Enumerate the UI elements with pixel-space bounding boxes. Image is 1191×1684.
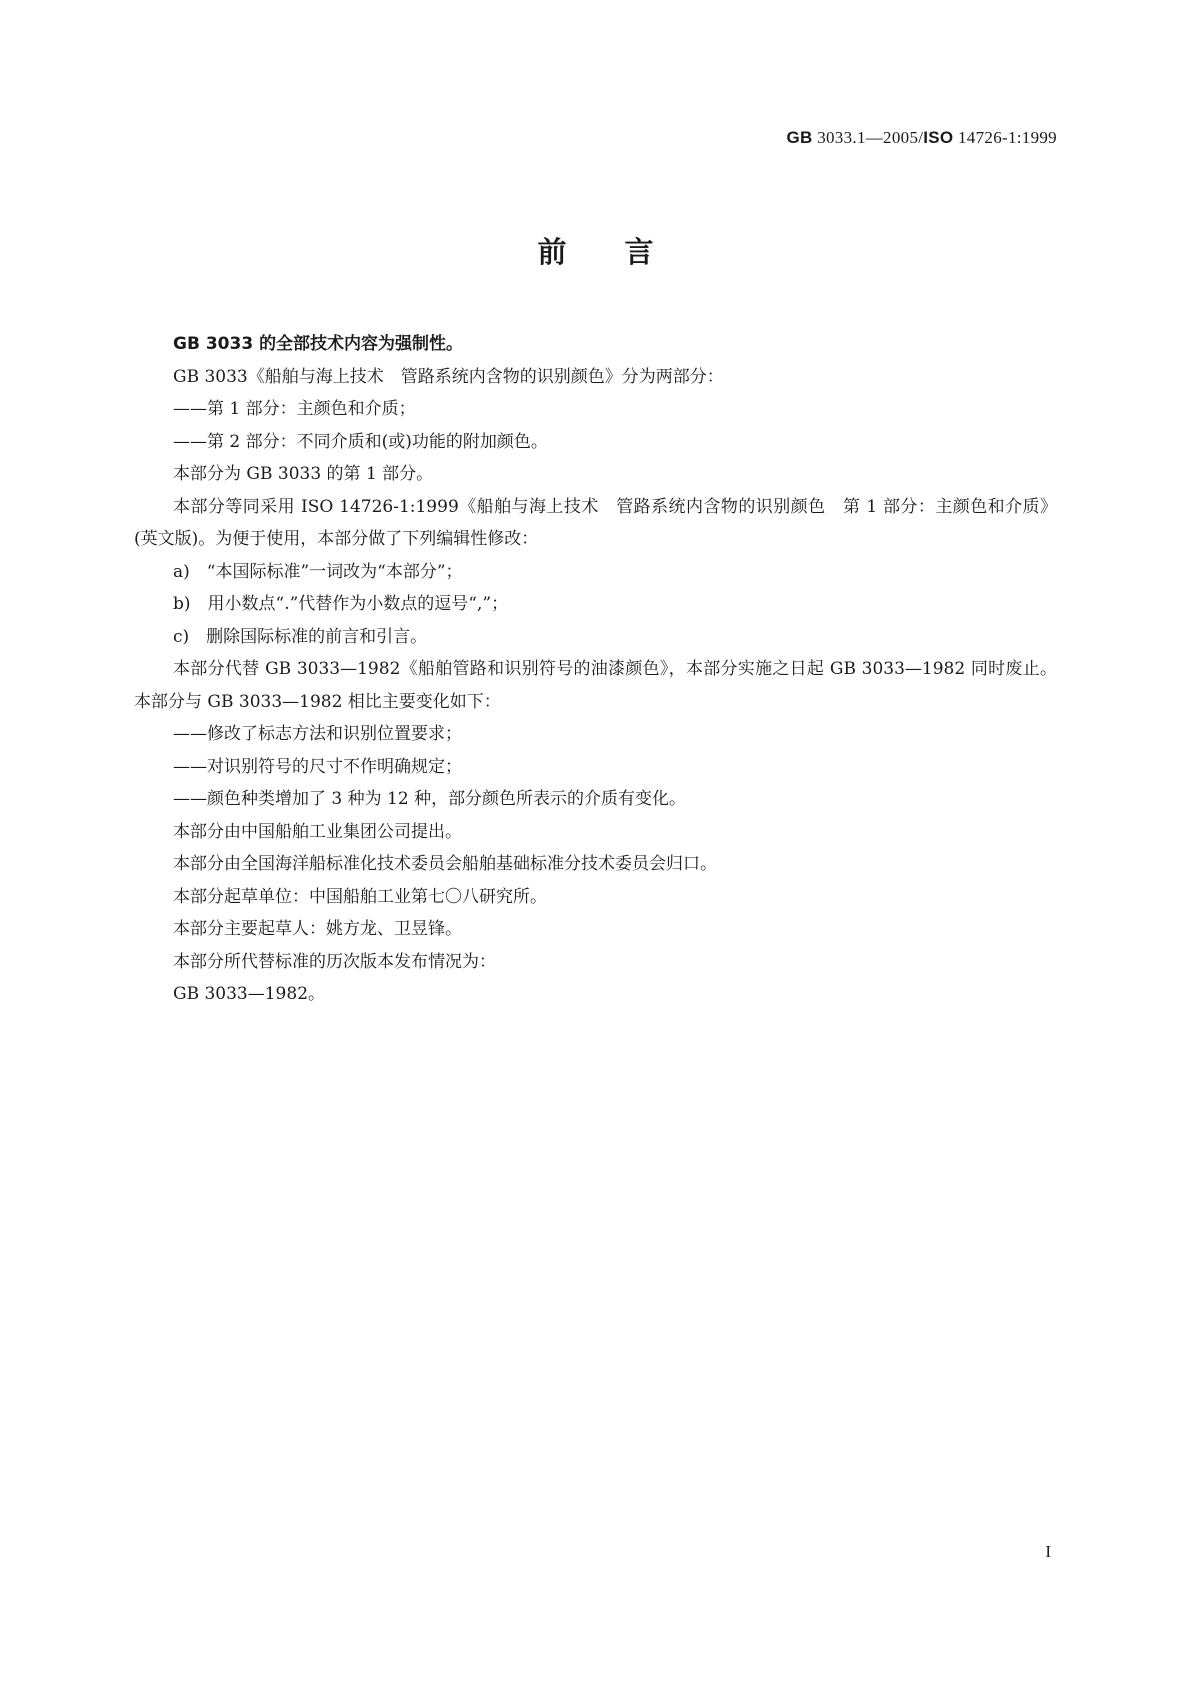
list-item-edit-b: b) 用小数点“.”代替作为小数点的逗号“,”； <box>173 594 509 614</box>
paragraph-committee: 本部分由全国海洋船标准化技术委员会船舶基础标准分技术委员会归口。 <box>173 854 717 874</box>
paragraph-drafters: 本部分主要起草人：姚方龙、卫昱锋。 <box>173 919 462 939</box>
standard-code-header <box>787 128 1057 148</box>
page-title: 前言 <box>537 235 712 269</box>
paragraph-proposer: 本部分由中国船舶工业集团公司提出。 <box>173 821 462 842</box>
standard-code-mid: 3033.1—2005/ <box>812 128 924 147</box>
standard-code-suffix: 14726-1:1999 <box>953 128 1057 147</box>
list-item-change-2: ——对识别符号的尺寸不作明确规定； <box>173 756 462 777</box>
paragraph-this-part: 本部分为 GB 3033 的第 1 部分。 <box>173 464 434 484</box>
paragraph-history-version: GB 3033—1982。 <box>173 984 326 1004</box>
list-item-change-3: ——颜色种类增加了 3 种为 12 种，部分颜色所表示的介质有变化。 <box>173 789 687 809</box>
paragraph-replacement: 本部分代替 GB 3033—1982《船舶管路和识别符号的油漆颜色》，本部分实施之日起 GB 3033—1982 同时废止。本部分与 GB 3033—1982 相比主要变化如下： <box>134 659 1057 712</box>
list-item-part-2: ——第 2 部分：不同介质和(或)功能的附加颜色。 <box>173 431 548 452</box>
foreword-body <box>134 328 1057 1011</box>
paragraph-mandatory-statement: GB 3033 的全部技术内容为强制性。 <box>173 334 464 354</box>
list-item-part-1: ——第 1 部分：主颜色和介质； <box>173 399 416 419</box>
page-number: I <box>1045 1542 1051 1561</box>
standard-code-prefix: GB <box>786 128 813 147</box>
paragraph-parts-intro: GB 3033《船舶与海上技术 管路系统内含物的识别颜色》分为两部分： <box>173 366 724 387</box>
standard-code-iso: ISO <box>923 128 954 147</box>
list-item-edit-c: c) 删除国际标准的前言和引言。 <box>173 626 428 647</box>
paragraph-drafting-unit: 本部分起草单位：中国船舶工业第七〇八研究所。 <box>173 886 547 907</box>
list-item-change-1: ——修改了标志方法和识别位置要求； <box>173 724 462 744</box>
list-item-edit-a: a) “本国际标准”一词改为“本部分”； <box>173 561 463 582</box>
paragraph-iso-adoption: 本部分等同采用 ISO 14726-1:1999《船舶与海上技术 管路系统内含物的识别颜色 第 1 部分：主颜色和介质》(英文版)。为便于使用，本部分做了下列编辑性修改： <box>134 496 1057 549</box>
paragraph-history-intro: 本部分所代替标准的历次版本发布情况为： <box>173 951 496 972</box>
